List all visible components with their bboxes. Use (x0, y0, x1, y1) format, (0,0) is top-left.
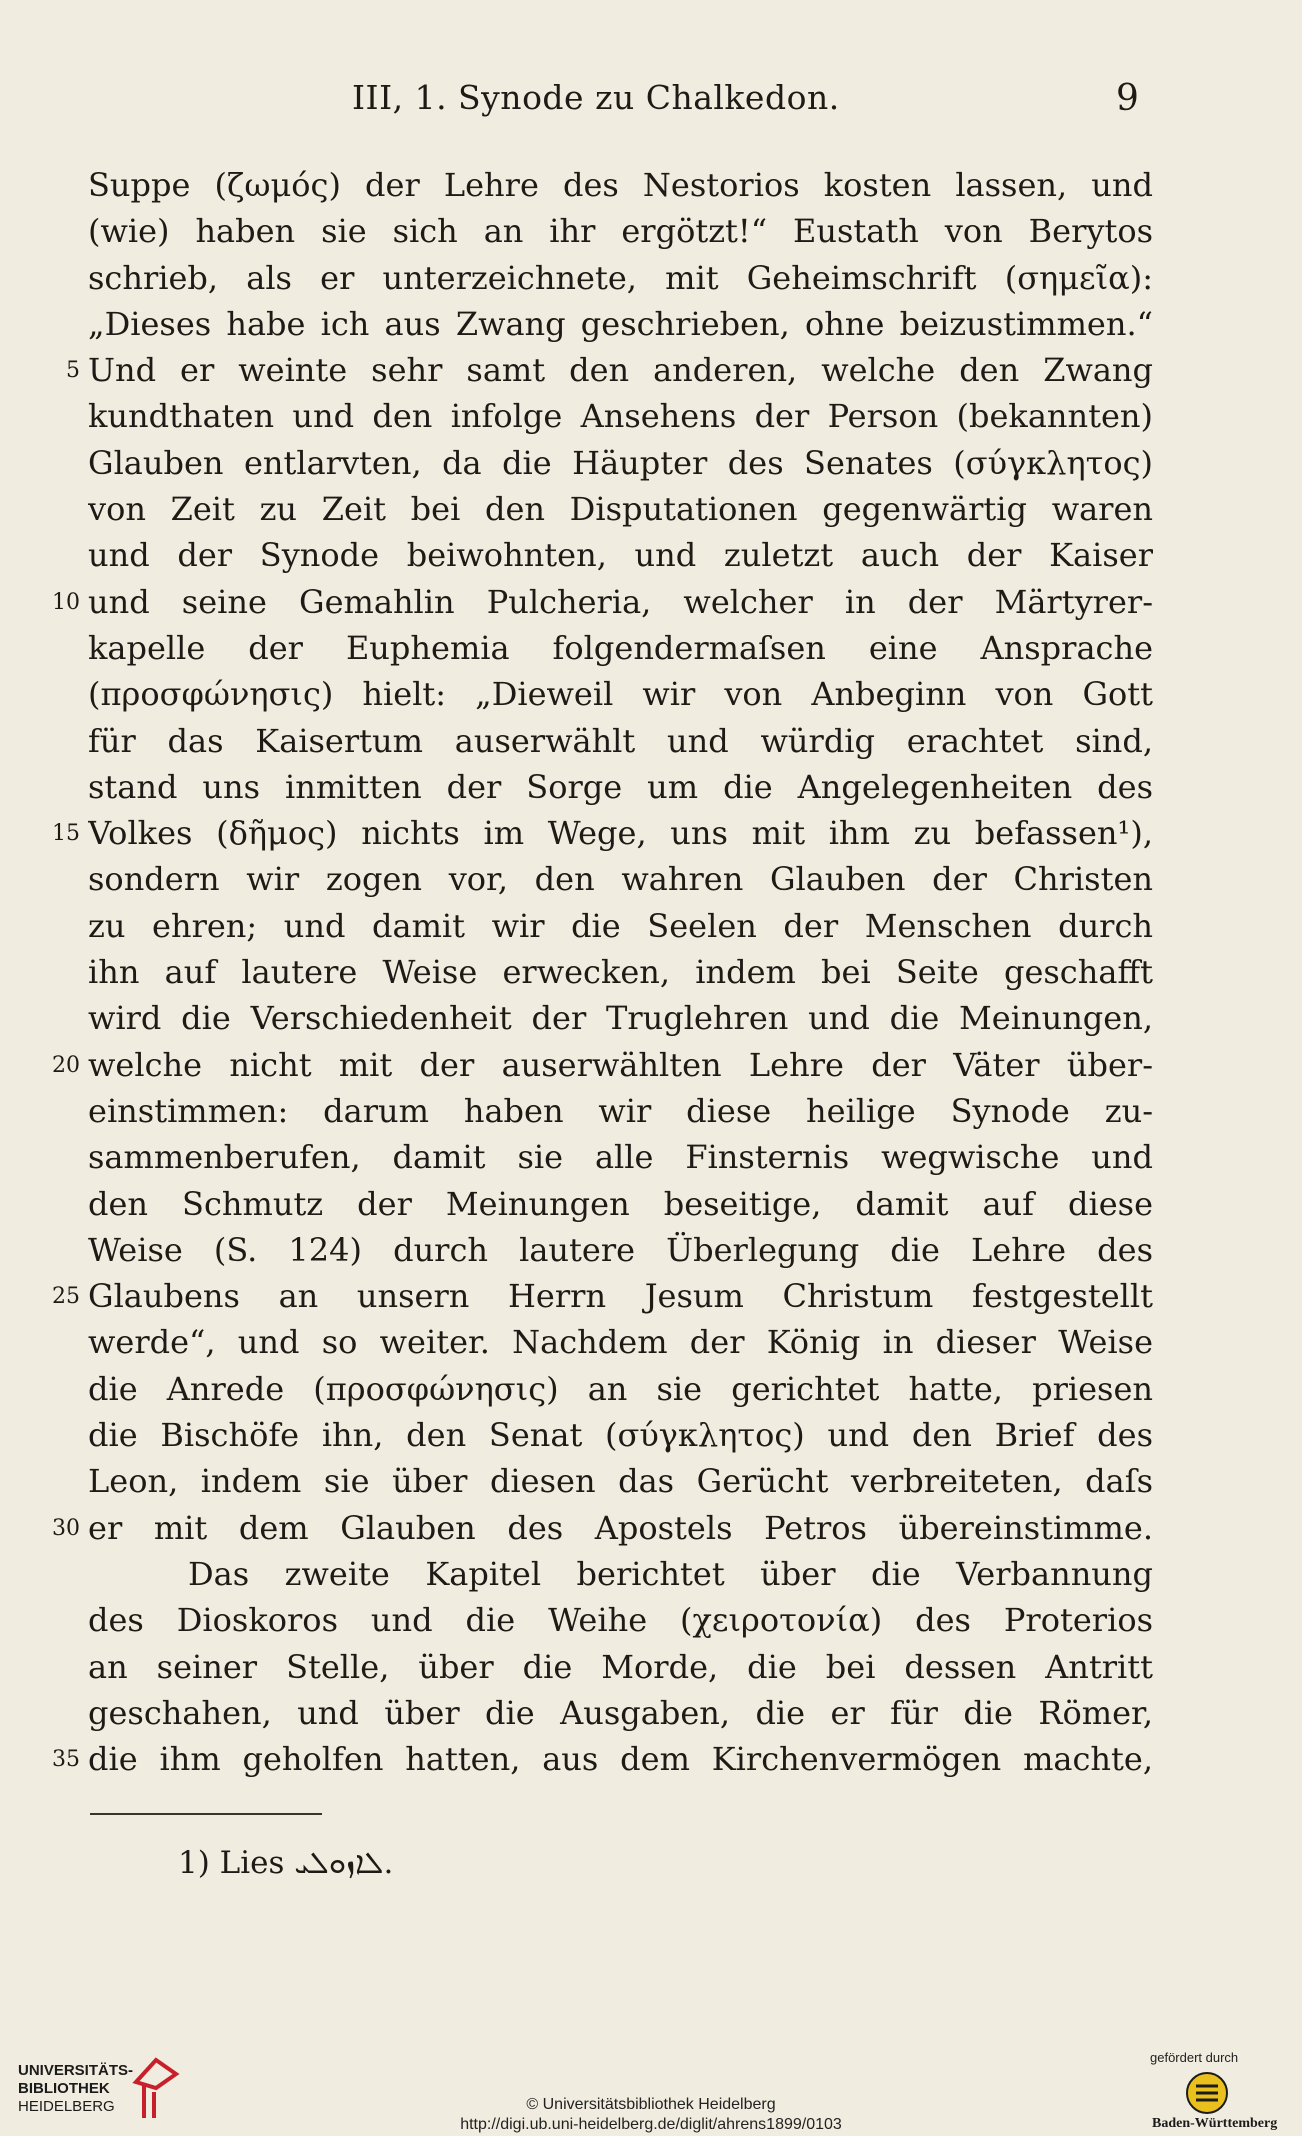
text-line (0, 1274, 1302, 1320)
state-coat-of-arms-icon (1184, 2070, 1230, 2116)
library-name-line2: BIBLIOTHEK (18, 2080, 110, 2097)
line-text: und der Synode beiwohnten, und zuletzt auch der Kaiser (88, 536, 1153, 575)
line-text: Glaubens an unsern Herrn Jesum Christum festgestellt (88, 1277, 1153, 1316)
text-line (0, 1691, 1302, 1737)
text-line (0, 904, 1302, 950)
line-text: und seine Gemahlin Pulcheria, welcher in der Märtyrer- (88, 582, 1153, 621)
line-text: Glauben entlarvten, da die Häupter des Senates (σύγκλητος) (88, 443, 1153, 482)
text-line (0, 256, 1302, 302)
text-line (0, 1043, 1302, 1089)
text-line (0, 996, 1302, 1042)
line-number: 30 (52, 1515, 80, 1541)
text-line (0, 1182, 1302, 1228)
page-header (0, 78, 1302, 126)
footnote: 1) Lies ܠܐܙܘܠܝ. (178, 1845, 394, 1881)
line-text: Und er weinte sehr samt den anderen, welche den Zwang (88, 351, 1153, 390)
page-number: 9 (1116, 78, 1139, 119)
line-number: 5 (66, 358, 80, 384)
text-line (0, 580, 1302, 626)
footnote-rule (90, 1813, 322, 1815)
text-line (0, 1089, 1302, 1135)
text-line (0, 626, 1302, 672)
text-line (0, 765, 1302, 811)
line-text: die Anrede (προσφώνησις) an sie gerichtet hatte, priesen (88, 1369, 1153, 1408)
line-text: Weise (S. 124) durch lautere Überlegung die Lehre des (88, 1230, 1153, 1269)
line-text: Suppe (ζωμός) der Lehre des Nestorios kosten lassen, und (88, 166, 1153, 204)
line-text: „Dieses habe ich aus Zwang geschrieben, ohne beizustimmen.“ (88, 304, 1153, 343)
text-line (0, 348, 1302, 394)
line-text: stand uns inmitten der Sorge um die Angelegenheiten des (88, 767, 1153, 806)
source-url[interactable]: http://digi.ub.uni-heidelberg.de/diglit/ahrens1899/0103 (460, 2116, 842, 2133)
text-line (0, 672, 1302, 718)
line-text: wird die Verschiedenheit der Truglehren und die Meinungen, (88, 999, 1153, 1038)
line-text: des Dioskoros und die Weihe (χειροτονία) des Proterios (88, 1601, 1153, 1640)
text-line (0, 950, 1302, 996)
line-number: 10 (52, 589, 80, 615)
text-line (0, 1413, 1302, 1459)
body-text (0, 163, 1302, 1783)
text-line (0, 857, 1302, 903)
line-text: für das Kaisertum auserwählt und würdig erachtet sind, (88, 721, 1153, 760)
line-number: 15 (52, 821, 80, 847)
line-text: die ihm geholfen hatten, aus dem Kirchenvermögen machte, (88, 1740, 1153, 1779)
text-line (0, 1552, 1302, 1598)
line-text: den Schmutz der Meinungen beseitige, damit auf diese (88, 1184, 1153, 1223)
copyright-notice: © Universitätsbibliothek Heidelberg (526, 2096, 776, 2113)
line-text: (wie) haben sie sich an ihr ergötzt!“ Eustath von Berytos (88, 212, 1153, 251)
text-line (0, 811, 1302, 857)
line-text: geschahen, und über die Ausgaben, die er für die Römer, (88, 1693, 1153, 1732)
funded-by-label: gefördert durch (1150, 2050, 1239, 2065)
text-line (0, 1135, 1302, 1181)
line-text: Das zweite Kapitel berichtet über die Verbannung (188, 1554, 1153, 1593)
text-line (0, 394, 1302, 440)
text-line (0, 1320, 1302, 1366)
line-number: 25 (52, 1284, 80, 1310)
text-line (0, 1598, 1302, 1644)
line-text: kundthaten und den infolge Ansehens der Person (bekannten) (88, 397, 1153, 436)
text-line (0, 163, 1302, 209)
line-text: (προσφώνησις) hielt: „Dieweil wir von Anbeginn von Gott (88, 675, 1153, 714)
line-text: einstimmen: darum haben wir diese heilige Synode zu- (88, 1091, 1153, 1130)
text-line (0, 1737, 1302, 1783)
line-text: an seiner Stelle, über die Morde, die bei dessen Antritt (88, 1647, 1153, 1686)
line-text: sammenberufen, damit sie alle Finsternis wegwische und (88, 1138, 1153, 1177)
text-line (0, 719, 1302, 765)
text-line (0, 1645, 1302, 1691)
line-text: sondern wir zogen vor, den wahren Glauben der Christen (88, 860, 1153, 899)
text-line (0, 1228, 1302, 1274)
line-text: die Bischöfe ihn, den Senat (σύγκλητος) und den Brief des (88, 1416, 1153, 1455)
line-number: 20 (52, 1052, 80, 1078)
text-line (0, 441, 1302, 487)
state-label: Baden-Württemberg (1152, 2116, 1278, 2131)
line-text: Leon, indem sie über diesen das Gerücht verbreiteten, daſs (88, 1462, 1153, 1501)
line-number: 35 (52, 1747, 80, 1773)
line-text: schrieb, als er unterzeichnete, mit Geheimschrift (σημεῖα): (88, 258, 1153, 297)
text-line (0, 1367, 1302, 1413)
line-text: welche nicht mit der auserwählten Lehre der Väter über- (88, 1045, 1153, 1084)
text-line (0, 1506, 1302, 1552)
line-text: zu ehren; und damit wir die Seelen der Menschen durch (88, 906, 1153, 945)
line-text: kapelle der Euphemia folgendermaſsen eine Ansprache (88, 628, 1153, 667)
line-text: von Zeit zu Zeit bei den Disputationen gegenwärtig waren (88, 490, 1153, 529)
text-line (0, 1459, 1302, 1505)
text-line (0, 209, 1302, 255)
footer (0, 2030, 1302, 2136)
line-text: werde“, und so weiter. Nachdem der König in dieser Weise (88, 1323, 1153, 1362)
running-title: III, 1. Synode zu Chalkedon. (352, 78, 840, 117)
line-text: ihn auf lautere Weise erwecken, indem bei Seite geschafft (88, 953, 1153, 992)
line-text: Volkes (δῆμος) nichts im Wege, uns mit ihm zu befassen¹), (88, 814, 1153, 853)
line-text: er mit dem Glauben des Apostels Petros übereinstimme. (88, 1508, 1153, 1547)
text-line (0, 533, 1302, 579)
text-line (0, 302, 1302, 348)
library-name-line3: HEIDELBERG (18, 2098, 115, 2115)
library-name-line1: UNIVERSITÄTS- (18, 2062, 134, 2079)
text-line (0, 487, 1302, 533)
